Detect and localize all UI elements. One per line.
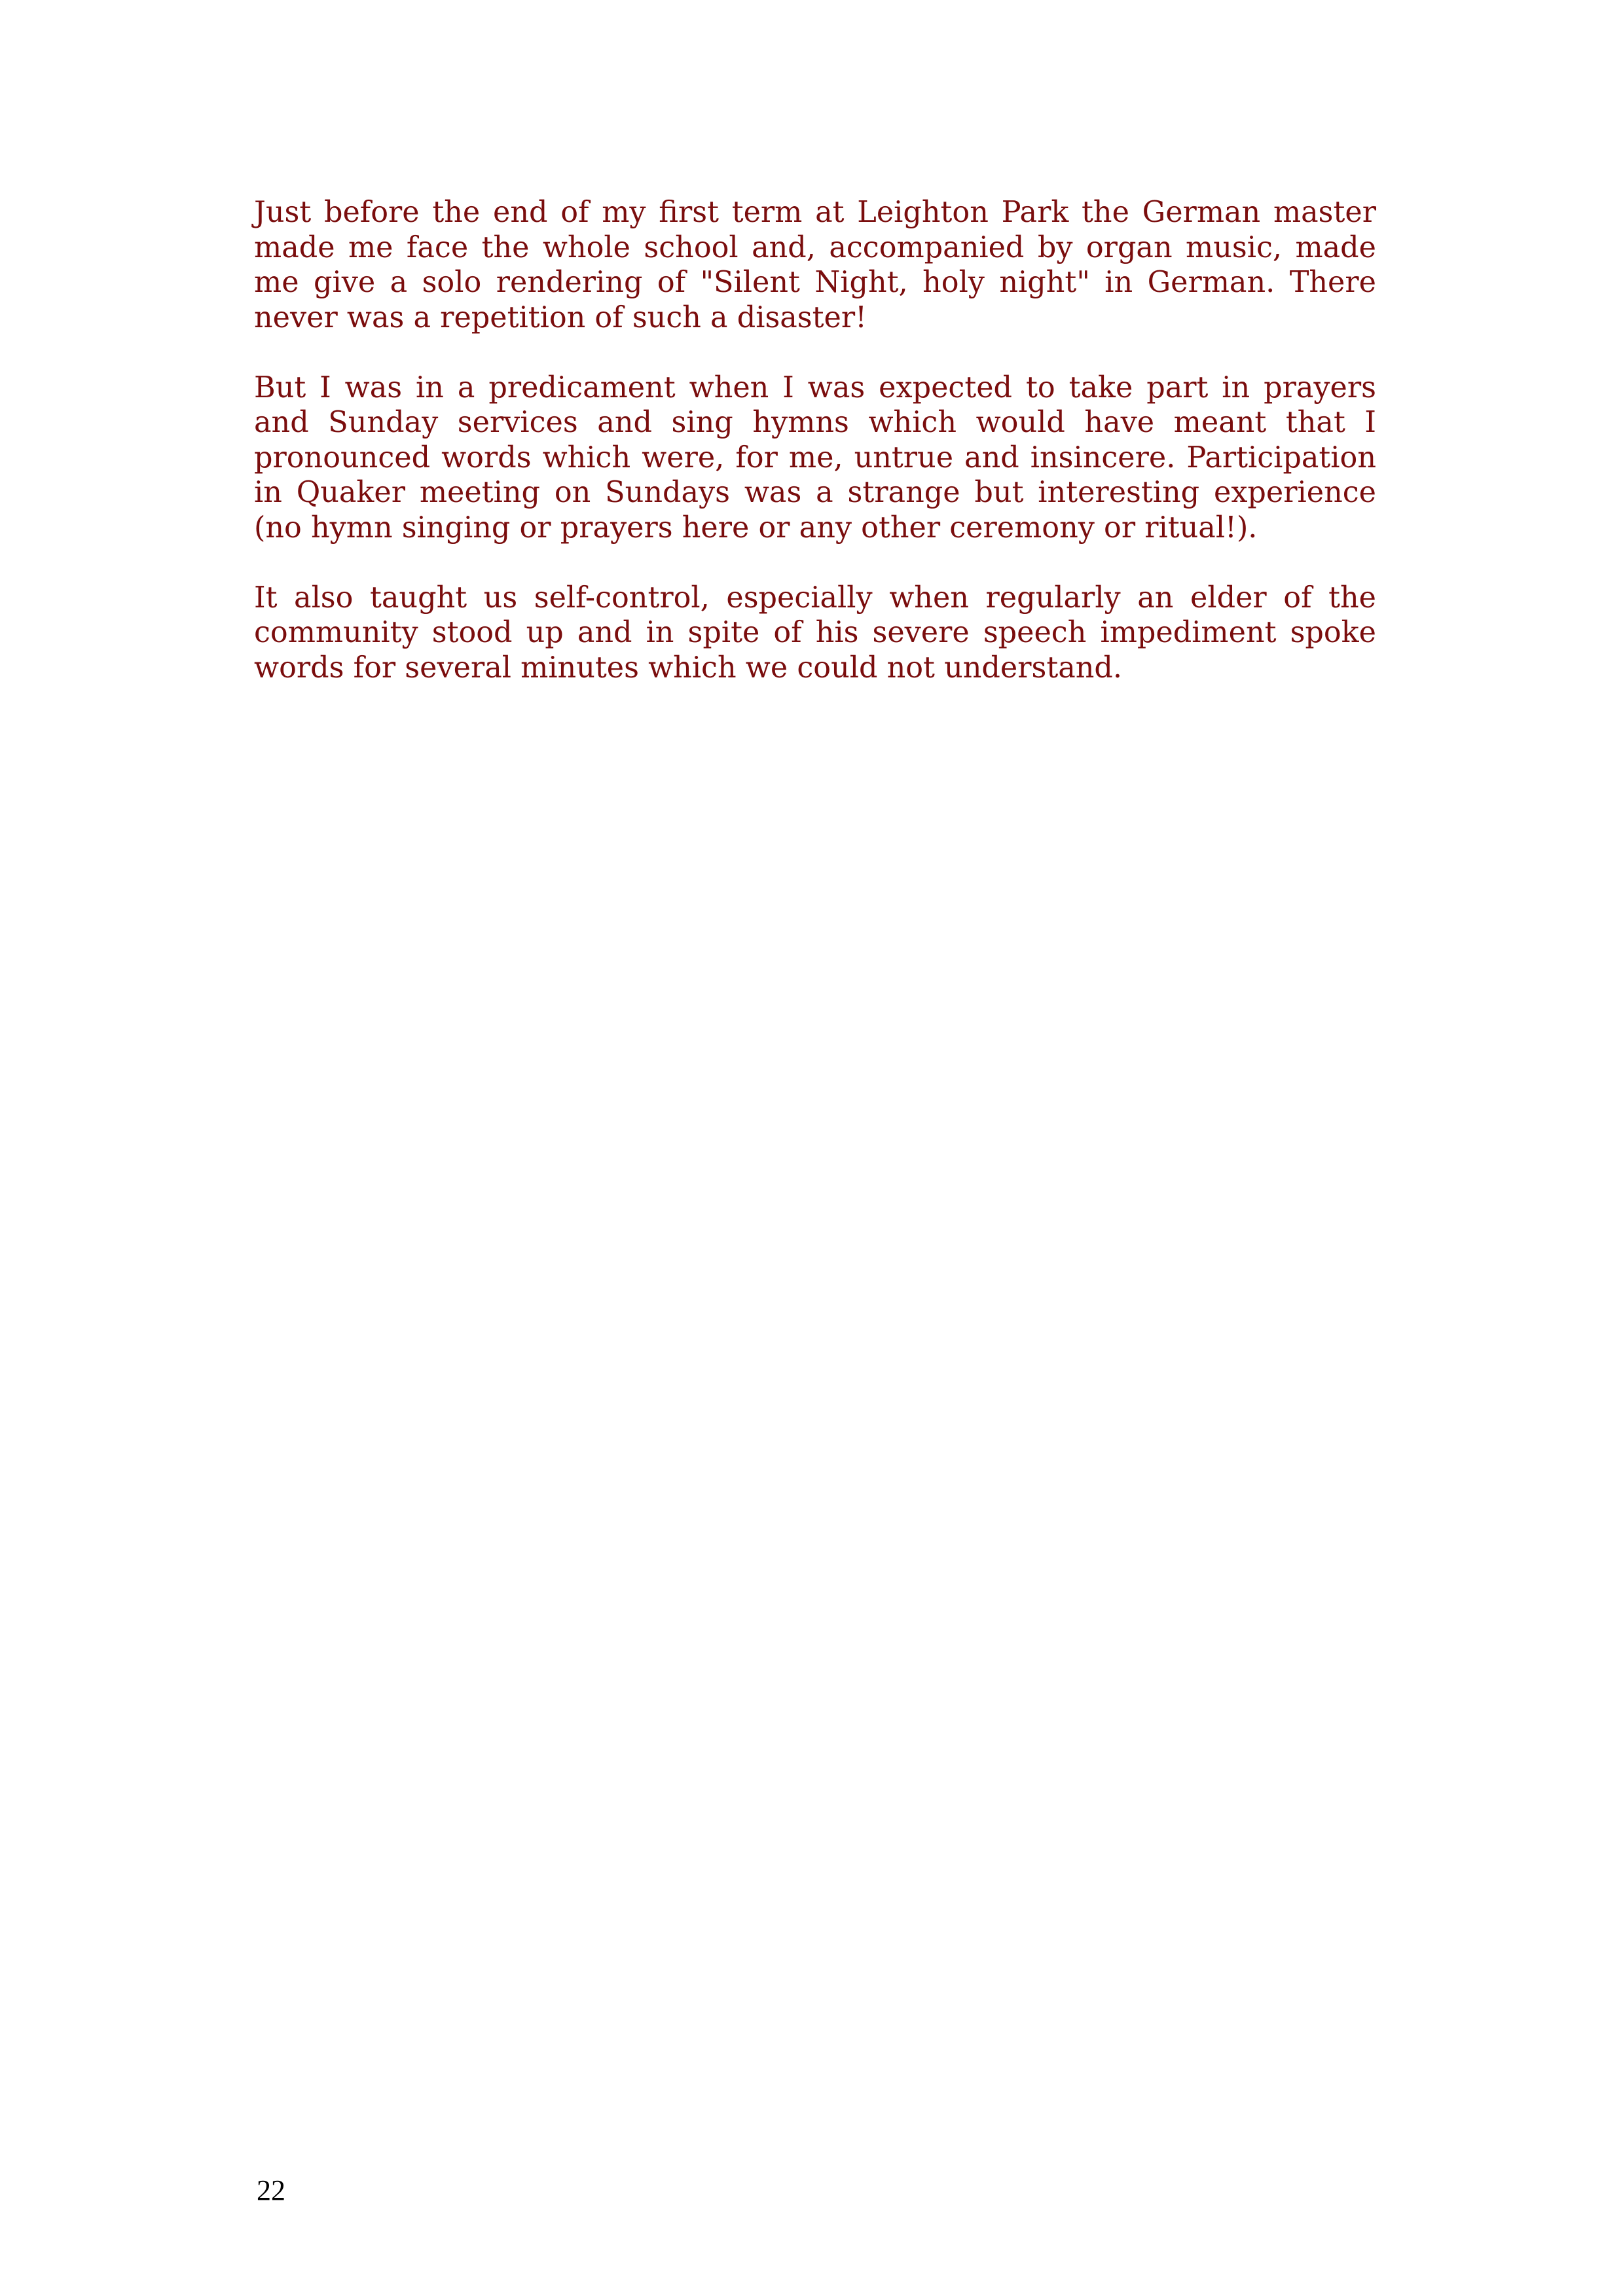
paragraph-3: It also taught us self-control, especially when regularly an elder of the community stood up and in spite of his severe speech impediment spoke words for several minutes which we could not understand. xyxy=(254,581,1376,685)
paragraph-2: But I was in a predicament when I was expected to take part in prayers and Sunday services and sing hymns which would have meant that I pronounced words which were, for me, untrue and insincere. Participation in Quaker meeting on Sundays was a strange but interesting experience (no hymn singing or prayers here or any other ceremony or ritual!). xyxy=(254,370,1376,545)
body-text xyxy=(254,195,1376,721)
paragraph-1: Just before the end of my first term at Leighton Park the German master made me face the whole school and, accompanied by organ music, made me give a solo rendering of "Silent Night, holy night" in German. There never was a repetition of such a disaster! xyxy=(254,196,1376,334)
page-number: 22 xyxy=(257,2174,285,2206)
